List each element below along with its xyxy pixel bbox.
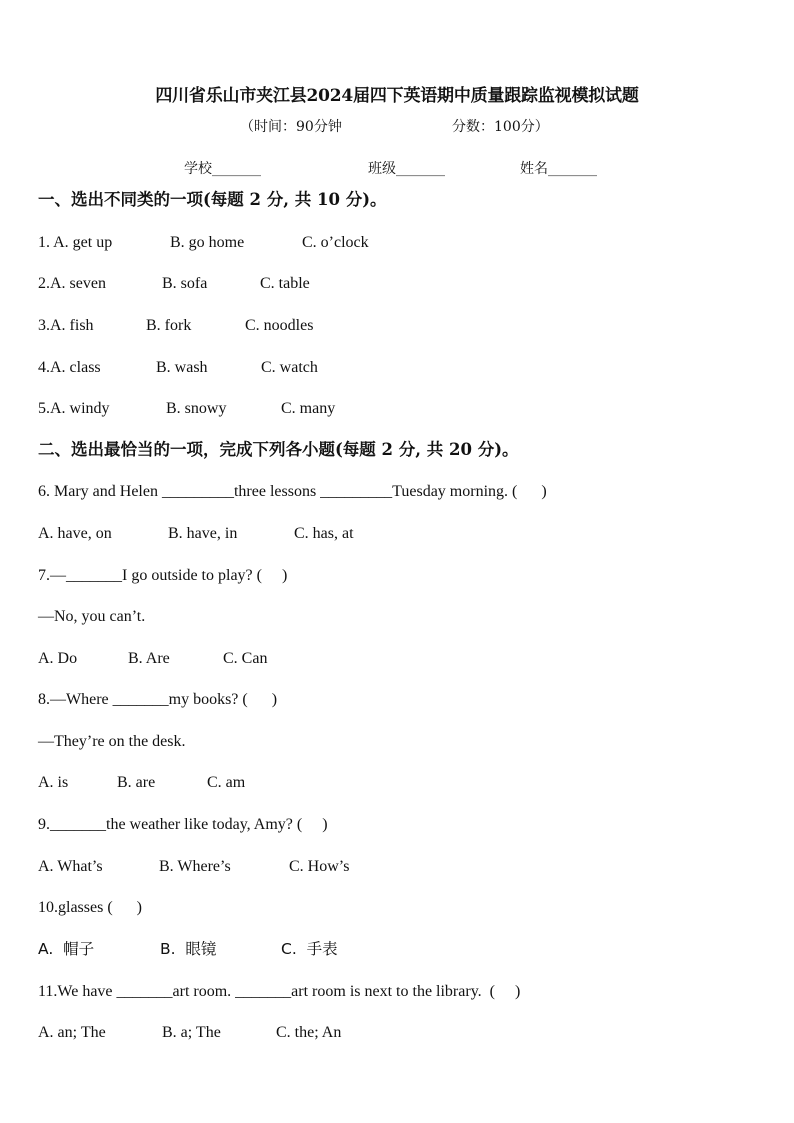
- school-field[interactable]: 学校_______: [184, 161, 261, 177]
- exam-score: 分数：100分）: [452, 119, 549, 135]
- q8-option-c: C. am: [207, 774, 246, 791]
- q5-option-a: 5.A. windy: [38, 400, 110, 417]
- q9-option-a: A. What’s: [38, 858, 103, 875]
- q10-stem: 10.glasses ( ): [38, 899, 142, 916]
- q1-option-b: B. go home: [170, 234, 245, 251]
- q11-option-b: B. a; The: [162, 1024, 221, 1041]
- q9-option-c: C. How’s: [289, 858, 350, 875]
- q1-option-a: 1. A. get up: [38, 234, 113, 251]
- q9-stem: 9._______the weather like today, Amy? ( ): [38, 816, 328, 833]
- q3-option-c: C. noodles: [245, 317, 314, 334]
- q6-option-a: A. have, on: [38, 525, 112, 542]
- q7-option-a: A. Do: [38, 650, 78, 667]
- class-field[interactable]: 班级_______: [368, 161, 445, 177]
- q10-option-a: A. 帽子: [38, 940, 95, 958]
- name-field[interactable]: 姓名_______: [520, 161, 597, 177]
- q8-option-a: A. is: [38, 774, 69, 791]
- q5-option-c: C. many: [281, 400, 336, 417]
- q6-stem: 6. Mary and Helen _________three lessons _________Tuesday morning. ( ): [38, 483, 547, 500]
- page-title: 四川省乐山市夹江县2024届四下英语期中质量跟踪监视模拟试题: [155, 86, 639, 106]
- q5-option-b: B. snowy: [166, 400, 227, 417]
- section-1-heading: 一、选出不同类的一项(每题 2 分, 共 10 分)。: [38, 190, 387, 209]
- q1-option-c: C. o’clock: [302, 234, 369, 251]
- q7-stem: 7.—_______I go outside to play? ( ): [38, 567, 288, 584]
- q4-option-b: B. wash: [156, 359, 208, 376]
- q11-stem: 11.We have _______art room. _______art room is next to the library. ( ): [38, 983, 521, 1000]
- q10-option-b: B. 眼镜: [160, 940, 217, 958]
- q8-answer-line: —They’re on the desk.: [38, 733, 186, 750]
- q7-option-c: C. Can: [223, 650, 268, 667]
- q8-stem: 8.—Where _______my books? ( ): [38, 691, 278, 708]
- q7-option-b: B. Are: [128, 650, 170, 667]
- q3-option-b: B. fork: [146, 317, 192, 334]
- q6-option-c: C. has, at: [294, 525, 354, 542]
- q11-option-c: C. the; An: [276, 1024, 342, 1041]
- q4-option-c: C. watch: [261, 359, 318, 376]
- section-2-heading: 二、选出最恰当的一项，完成下列各小题(每题 2 分, 共 20 分)。: [38, 440, 519, 459]
- q4-option-a: 4.A. class: [38, 359, 101, 376]
- q2-option-b: B. sofa: [162, 275, 208, 292]
- q9-option-b: B. Where’s: [159, 858, 231, 875]
- q7-answer-line: —No, you can’t.: [38, 608, 146, 625]
- q6-option-b: B. have, in: [168, 525, 238, 542]
- exam-time: （时间：90分钟: [240, 119, 342, 135]
- q2-option-c: C. table: [260, 275, 310, 292]
- q8-option-b: B. are: [117, 774, 156, 791]
- q2-option-a: 2.A. seven: [38, 275, 106, 292]
- q11-option-a: A. an; The: [38, 1024, 106, 1041]
- q10-option-c: C. 手表: [281, 940, 338, 958]
- q3-option-a: 3.A. fish: [38, 317, 94, 334]
